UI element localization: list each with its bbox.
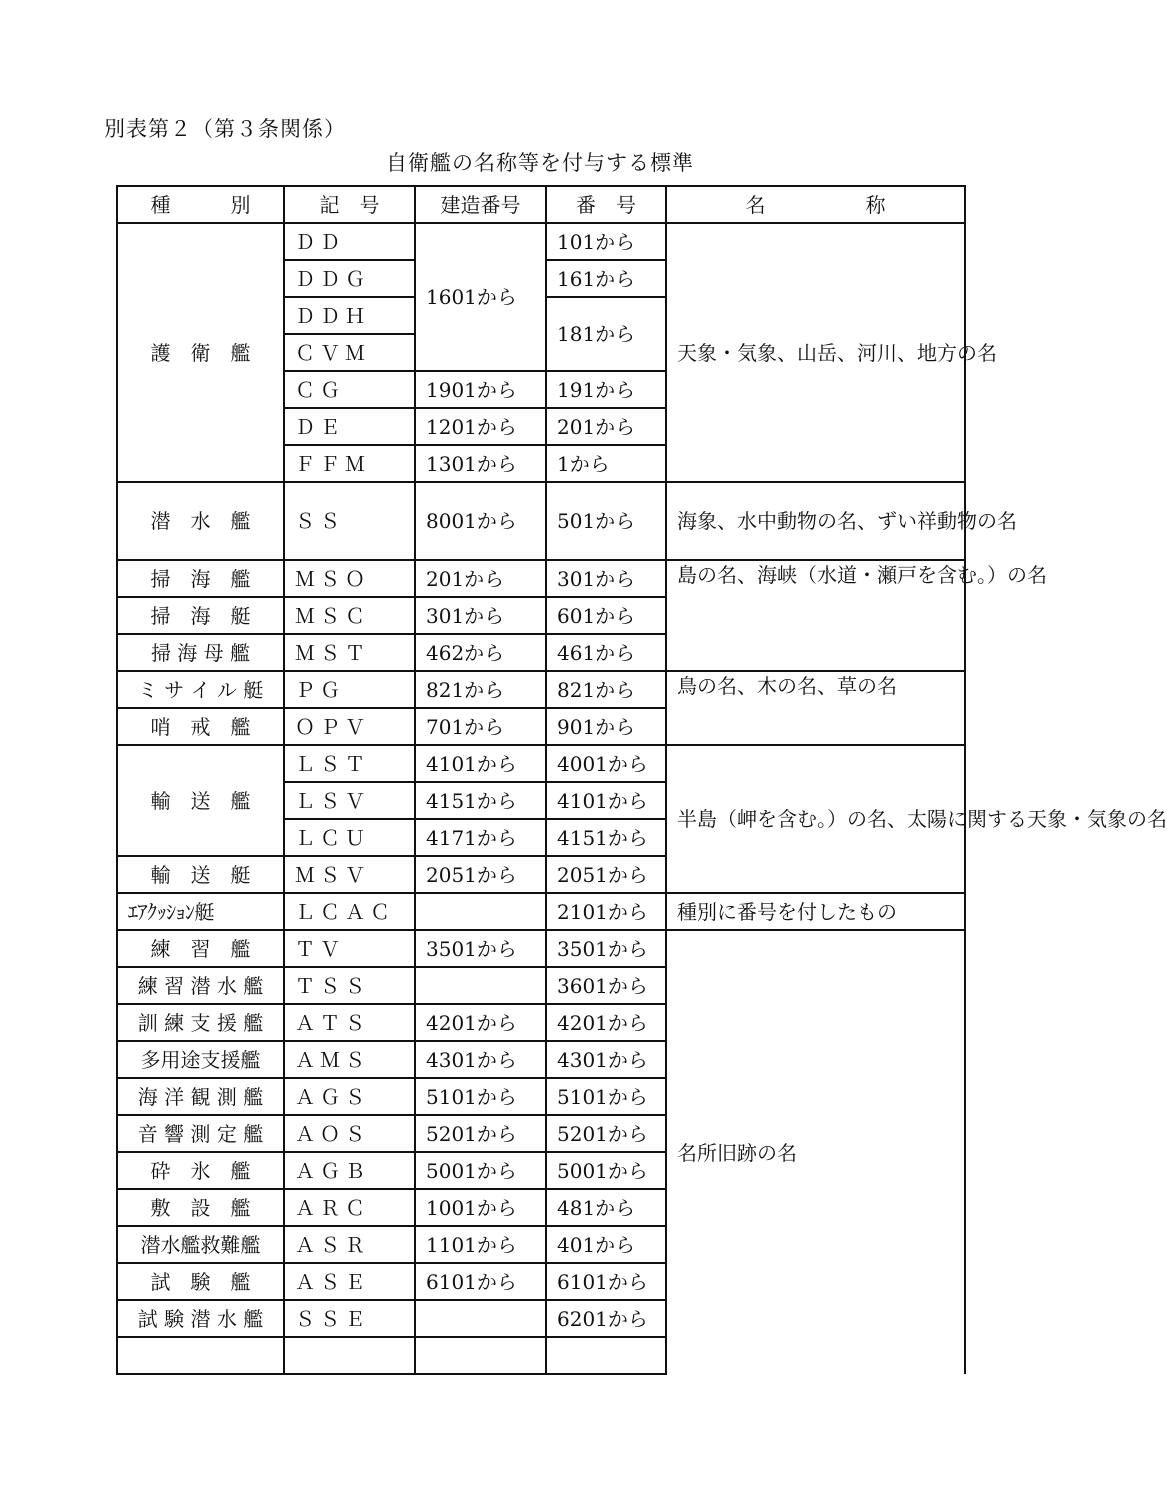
build-cell: 4171から [415, 819, 546, 856]
table-title: 自衛艦の名称等を付与する標準 [386, 151, 694, 175]
build-cell: 2051から [415, 856, 546, 893]
number-cell: 101から [546, 223, 666, 260]
code-cell: ＤＤＨ [284, 297, 415, 334]
code-cell [284, 1337, 415, 1374]
code-cell: ＯＰＶ [284, 708, 415, 745]
number-cell: 501から [546, 482, 666, 560]
build-cell: 1601から [415, 223, 546, 371]
number-cell: 201から [546, 408, 666, 445]
type-cell: 試 験 潜 水 艦 [117, 1300, 284, 1337]
code-cell: ＳＳＥ [284, 1300, 415, 1337]
code-cell: ＬＳＶ [284, 782, 415, 819]
type-cell: 掃 海 艇 [117, 597, 284, 634]
number-cell: 4151から [546, 819, 666, 856]
name-cell: 種別に番号を付したもの [666, 893, 965, 930]
name-cell: 名所旧跡の名 [666, 930, 965, 1374]
table-row [117, 930, 965, 967]
build-cell: 1301から [415, 445, 546, 482]
code-cell: ＡＳＲ [284, 1226, 415, 1263]
code-cell: ＭＳＣ [284, 597, 415, 634]
type-cell: 掃 海 艦 [117, 560, 284, 597]
number-cell: 4101から [546, 782, 666, 819]
type-cell: 掃 海 母 艦 [117, 634, 284, 671]
number-cell: 1から [546, 445, 666, 482]
code-cell: ＡＴＳ [284, 1004, 415, 1041]
number-cell: 4001から [546, 745, 666, 782]
number-cell: 401から [546, 1226, 666, 1263]
build-cell: 701から [415, 708, 546, 745]
code-cell: ＭＳＶ [284, 856, 415, 893]
build-cell [415, 893, 546, 930]
header-code: 記 号 [284, 186, 415, 223]
number-cell: 3601から [546, 967, 666, 1004]
build-cell: 5101から [415, 1078, 546, 1115]
header-build: 建造番号 [415, 186, 546, 223]
type-cell: 海 洋 観 測 艦 [117, 1078, 284, 1115]
name-cell: 島の名、海峡（水道・瀬戸を含む。）の名 [666, 560, 965, 671]
type-cell: 敷 設 艦 [117, 1189, 284, 1226]
number-cell: 2051から [546, 856, 666, 893]
code-cell: ＡＧＢ [284, 1152, 415, 1189]
code-cell: ＭＳＴ [284, 634, 415, 671]
number-cell: 4201から [546, 1004, 666, 1041]
header-row [117, 186, 965, 223]
build-cell: 6101から [415, 1263, 546, 1300]
number-cell [546, 1337, 666, 1374]
number-cell: 6201から [546, 1300, 666, 1337]
name-cell: 海象、水中動物の名、ずい祥動物の名 [666, 482, 965, 560]
name-cell: 天象・気象、山岳、河川、地方の名 [666, 223, 965, 482]
number-cell: 161から [546, 260, 666, 297]
build-cell: 201から [415, 560, 546, 597]
code-cell: ＳＳ [284, 482, 415, 560]
build-cell: 301から [415, 597, 546, 634]
code-cell: ＬＳＴ [284, 745, 415, 782]
type-cell: 練 習 潜 水 艦 [117, 967, 284, 1004]
code-cell: ＣＧ [284, 371, 415, 408]
build-cell: 4151から [415, 782, 546, 819]
build-cell [415, 1337, 546, 1374]
number-cell: 301から [546, 560, 666, 597]
number-cell: 901から [546, 708, 666, 745]
table-heading: 別表第２（第３条関係） [104, 117, 346, 141]
type-cell: 砕 氷 艦 [117, 1152, 284, 1189]
build-cell: 4301から [415, 1041, 546, 1078]
type-cell [117, 1337, 284, 1374]
number-cell: 601から [546, 597, 666, 634]
code-cell: ＬＣＡＣ [284, 893, 415, 930]
build-cell: 3501から [415, 930, 546, 967]
header-number: 番 号 [546, 186, 666, 223]
number-cell: 181から [546, 297, 666, 371]
code-cell: ＬＣＵ [284, 819, 415, 856]
build-cell [415, 967, 546, 1004]
type-cell: 潜水艦救難艦 [117, 1226, 284, 1263]
type-cell: 潜 水 艦 [117, 482, 284, 560]
type-cell: 練 習 艦 [117, 930, 284, 967]
standards-table [116, 185, 1167, 1375]
type-cell: 輸 送 艇 [117, 856, 284, 893]
number-cell: 461から [546, 634, 666, 671]
code-cell: ＴＶ [284, 930, 415, 967]
type-cell: 輸 送 艦 [117, 745, 284, 856]
type-cell: ｴｱｸｯｼｮﾝ艇 [117, 893, 284, 930]
build-cell: 4101から [415, 745, 546, 782]
type-cell: ミ サ イ ル 艇 [117, 671, 284, 708]
header-name: 名 称 [666, 186, 965, 223]
table-row [117, 482, 965, 560]
code-cell: ＡＭＳ [284, 1041, 415, 1078]
code-cell: ＦＦＭ [284, 445, 415, 482]
number-cell: 5101から [546, 1078, 666, 1115]
build-cell: 462から [415, 634, 546, 671]
number-cell: 5201から [546, 1115, 666, 1152]
number-cell: 821から [546, 671, 666, 708]
build-cell: 4201から [415, 1004, 546, 1041]
type-cell: 訓 練 支 援 艦 [117, 1004, 284, 1041]
code-cell: ＰＧ [284, 671, 415, 708]
number-cell: 6101から [546, 1263, 666, 1300]
code-cell: ＤＥ [284, 408, 415, 445]
code-cell: ＭＳＯ [284, 560, 415, 597]
number-cell: 481から [546, 1189, 666, 1226]
code-cell: ＤＤ [284, 223, 415, 260]
type-cell: 試 験 艦 [117, 1263, 284, 1300]
table-row [117, 745, 965, 782]
build-cell: 1001から [415, 1189, 546, 1226]
type-cell: 音 響 測 定 艦 [117, 1115, 284, 1152]
number-cell: 2101から [546, 893, 666, 930]
type-cell: 哨 戒 艦 [117, 708, 284, 745]
build-cell: 5001から [415, 1152, 546, 1189]
build-cell: 821から [415, 671, 546, 708]
code-cell: ＤＤＧ [284, 260, 415, 297]
name-cell: 鳥の名、木の名、草の名 [666, 671, 965, 745]
table-row [117, 671, 965, 708]
number-cell: 4301から [546, 1041, 666, 1078]
number-cell: 3501から [546, 930, 666, 967]
code-cell: ＡＯＳ [284, 1115, 415, 1152]
code-cell: ＣＶＭ [284, 334, 415, 371]
number-cell: 191から [546, 371, 666, 408]
code-cell: ＡＳＥ [284, 1263, 415, 1300]
build-cell: 8001から [415, 482, 546, 560]
type-cell: 多用途支援艦 [117, 1041, 284, 1078]
table-row [117, 893, 965, 930]
code-cell: ＡＲＣ [284, 1189, 415, 1226]
build-cell: 1201から [415, 408, 546, 445]
build-cell: 1101から [415, 1226, 546, 1263]
number-cell: 5001から [546, 1152, 666, 1189]
table-row [117, 560, 965, 597]
build-cell [415, 1300, 546, 1337]
name-cell: 半島（岬を含む。）の名、太陽に関する天象・気象の名 [666, 745, 965, 893]
header-type: 種 別 [117, 186, 284, 223]
build-cell: 5201から [415, 1115, 546, 1152]
build-cell: 1901から [415, 371, 546, 408]
table-row [117, 223, 965, 260]
code-cell: ＴＳＳ [284, 967, 415, 1004]
type-cell: 護 衛 艦 [117, 223, 284, 482]
code-cell: ＡＧＳ [284, 1078, 415, 1115]
